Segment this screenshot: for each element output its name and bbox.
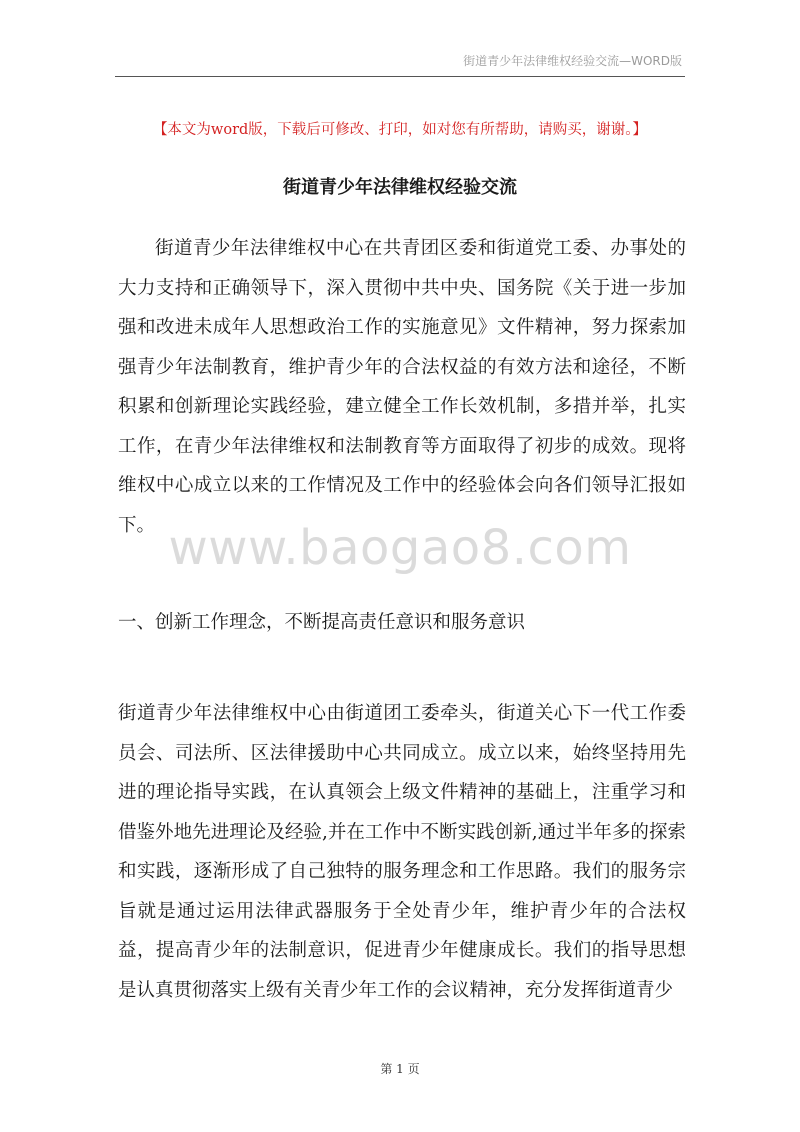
document-title: 街道青少年法律维权经验交流	[283, 177, 517, 198]
page-header: 街道青少年法律维权经验交流—WORD版	[463, 54, 682, 68]
section-1-paragraph: 街道青少年法律维权中心由街道团工委牵头，街道关心下一代工作委员会、司法所、区法律援助中心共同成立。成立以来，始终坚持用先进的理论指导实践，在认真领会上级文件精神的基础上，注重学习和借鉴外地先进理论及经验,并在工作中不断实践创新,通过半年多的探索和实践，逐渐形成了自己独特的服务理念和工作思路。我们的服务宗旨就是通过运用法律武器服务于全处青少年，维护青少年的合法权益，提高青少年的法制意识，促进青少年健康成长。我们的指导思想是认真贯彻落实上级有关青少年工作的会议精神，充分发挥街道青少	[118, 703, 686, 1001]
page-number: 第 1 页	[380, 1062, 420, 1076]
intro-paragraph: 街道青少年法律维权中心在共青团区委和街道党工委、办事处的大力支持和正确领导下，深入贯彻中共中央、国务院《关于进一步加强和改进未成年人思想政治工作的实施意见》文件精神，努力探索加强青少年法制教育，维护青少年的合法权益的有效方法和途径，不断积累和创新理论实践经验，建立健全工作长效机制，多措并举，扎实工作，在青少年法律维权和法制教育等方面取得了初步的成效。现将维权中心成立以来的工作情况及工作中的经验体会向各们领导汇报如下。	[118, 238, 686, 536]
watermark: www.baogao8.com	[168, 520, 632, 576]
purchase-notice: 【本文为word版，下载后可修改、打印，如对您有所帮助，请购买，谢谢。】	[152, 122, 648, 138]
section-heading-1: 一、创新工作理念，不断提高责任意识和服务意识	[118, 612, 526, 633]
header-rule	[115, 76, 685, 77]
